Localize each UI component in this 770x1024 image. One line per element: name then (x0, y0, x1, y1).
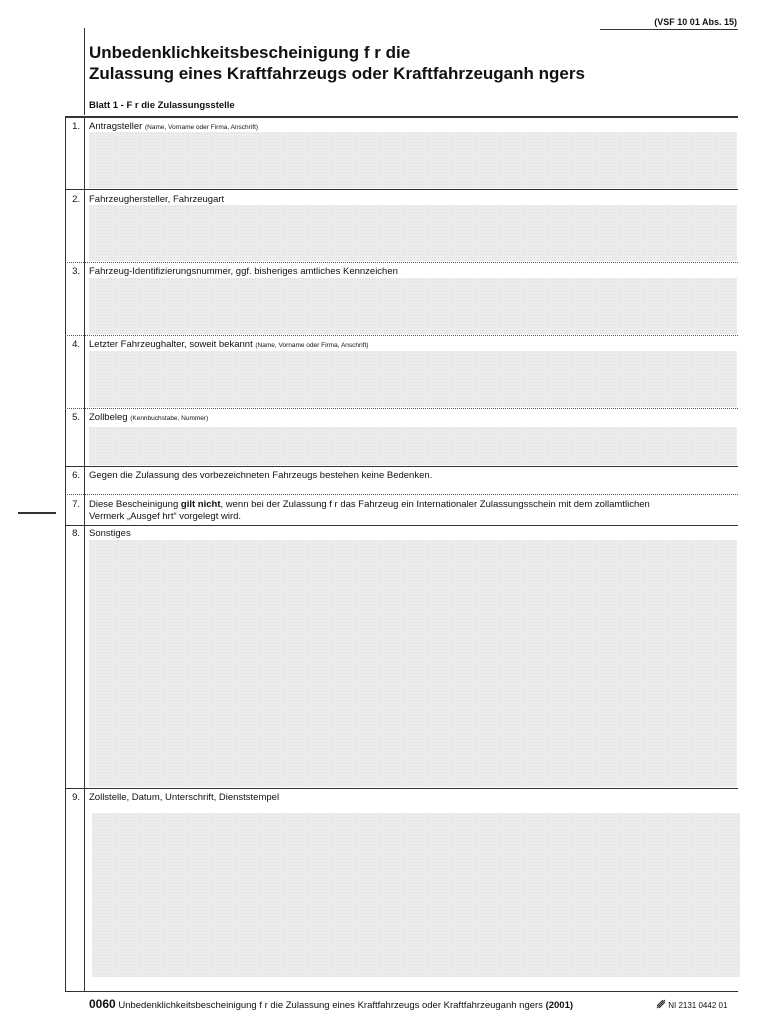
section-1-divider (65, 189, 738, 190)
form-reference: (VSF 10 01 Abs. 15) (654, 17, 737, 27)
printer-mark-icon (656, 999, 666, 1009)
section-1-number: 1. (72, 121, 80, 132)
section-4-label: Letzter Fahrzeughalter, soweit bekannt (Name, Vorname oder Firma, Anschrift) (89, 339, 369, 350)
footer-form-title: 0060 Unbedenklichkeitsbescheinigung f r die Zulassung eines Kraftfahrzeugs oder Kraftfahrzeuganh ngers (2001) (89, 997, 574, 1011)
title-line-2: Zulassung eines Kraftfahrzeugs oder Kraftfahrzeuganh ngers (89, 64, 585, 83)
last-holder-field[interactable] (89, 351, 737, 407)
manufacturer-field[interactable] (89, 205, 737, 261)
section-7-statement: Diese Bescheinigung gilt nicht, wenn bei der Zulassung f r das Fahrzeug ein Internationaler Zulassungsschein mit dem zollamtlichen Vermerk „Ausgef hrt“ vorgelegt wird. (89, 499, 650, 522)
section-5-note: (Kennbuchstabe, Nummer) (130, 415, 209, 422)
sheet-label: Blatt 1 - F r die Zulassungsstelle (89, 100, 235, 111)
section-2-label: Fahrzeughersteller, Fahrzeugart (89, 194, 225, 205)
section-3-label: Fahrzeug-Identifizierungsnummer, ggf. bisheriges amtliches Kennzeichen (89, 266, 398, 277)
section-4-note: (Name, Vorname oder Firma, Anschrift) (255, 342, 369, 349)
form-code: 0060 (89, 997, 116, 1011)
title-rule (84, 28, 85, 115)
form-year: (2001) (545, 1000, 574, 1011)
title-line-1: Unbedenklichkeitsbescheinigung f r die (89, 43, 411, 62)
applicant-field[interactable] (89, 132, 737, 188)
section-7-emphasis: gilt nicht (180, 499, 221, 510)
section-1-note: (Name, Vorname oder Firma, Anschrift) (144, 124, 259, 131)
form-left-border (65, 116, 66, 992)
form-bottom-rule (65, 991, 738, 992)
section-5-number: 5. (72, 412, 80, 423)
fold-mark (18, 512, 56, 514)
section-8-label: Sonstiges (89, 528, 131, 539)
section-7-divider (65, 525, 738, 526)
section-6-number: 6. (72, 470, 80, 481)
section-5-label: Zollbeleg (Kennbuchstabe, Nummer) (89, 412, 209, 423)
signature-stamp-field[interactable] (92, 813, 740, 977)
vin-field[interactable] (89, 278, 737, 334)
section-5-divider (65, 466, 738, 467)
section-9-label: Zollstelle, Datum, Unterschrift, Dienststempel (89, 792, 280, 803)
print-number: NI 2131 0442 01 (656, 999, 727, 1010)
section-8-number: 8. (72, 528, 80, 539)
form-top-rule (65, 116, 738, 118)
customs-document-field[interactable] (89, 427, 737, 465)
section-1-label: Antragsteller (Name, Vorname oder Firma, Anschrift) (89, 121, 259, 132)
section-8-divider (65, 788, 738, 789)
number-column-divider (84, 116, 85, 992)
section-2-number: 2. (72, 194, 80, 205)
miscellaneous-field[interactable] (89, 540, 737, 787)
section-4-divider (65, 408, 738, 409)
page-title (89, 42, 585, 84)
section-4-number: 4. (72, 339, 80, 350)
section-9-number: 9. (72, 792, 80, 803)
section-6-statement: Gegen die Zulassung des vorbezeichneten Fahrzeugs bestehen keine Bedenken. (89, 470, 433, 481)
section-6-divider (65, 494, 738, 495)
reference-underline (600, 29, 738, 30)
section-7-number: 7. (72, 499, 80, 510)
section-2-divider (65, 262, 738, 263)
section-3-divider (65, 335, 738, 336)
section-3-number: 3. (72, 266, 80, 277)
